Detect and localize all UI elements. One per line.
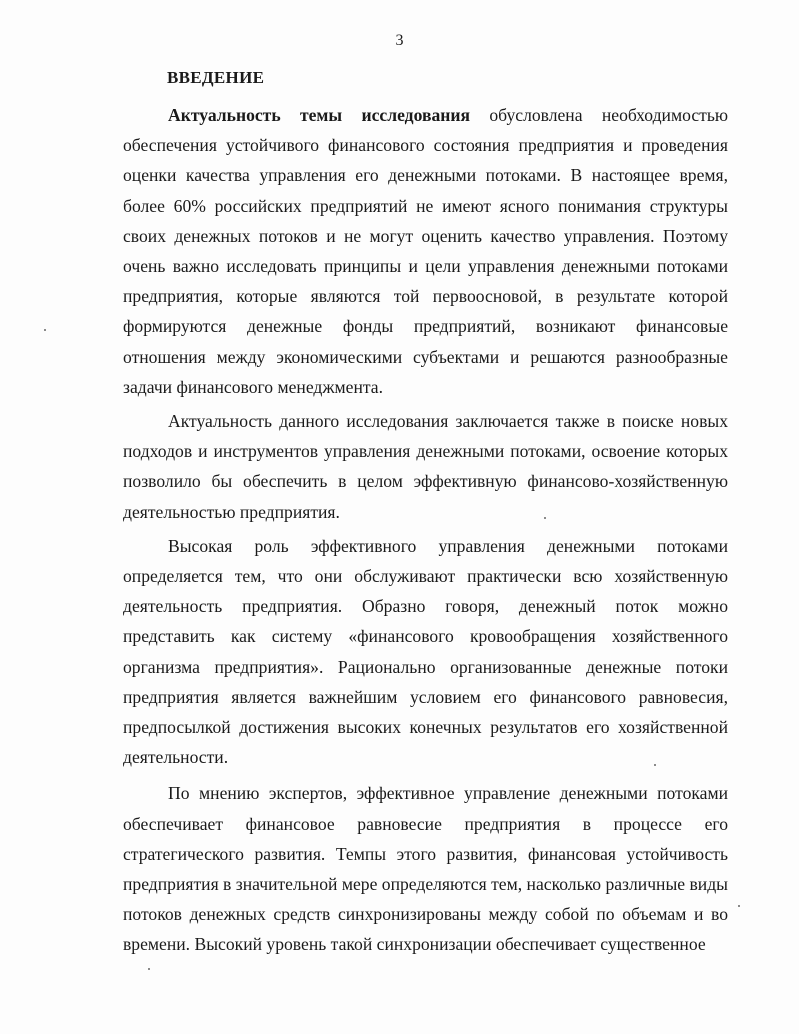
- paragraph-4: [123, 778, 728, 959]
- scan-speck: [738, 905, 740, 907]
- scan-speck: [654, 764, 656, 766]
- paragraph-1: [123, 100, 728, 402]
- paragraph-lead: Актуальность темы исследования: [168, 105, 471, 125]
- paragraph-text: Высокая роль эффективного управления денежными потоками определяется тем, что они обслуживают практически всю хозяйственную деятельность предприятия. Образно говоря, денежный поток можно представить как систему «финансового кровообращения хозяйственного организма предприятия». Рационально организованные денежные потоки предприятия является важнейшим условием его финансового равновесия, предпосылкой достижения высоких конечных результатов его хозяйственной деятельности.: [123, 535, 728, 768]
- paragraph-2: [123, 406, 728, 527]
- paragraph-text: По мнению экспертов, эффективное управление денежными потоками обеспечивает финансовое равновесие предприятия в процессе его стратегического развития. Темпы этого развития, финансовая устойчивость предприятия в значительной мере определяются тем, насколько различные виды потоков денежных средств синхронизированы между собой по объемам и во времени. Высокий уровень такой синхронизации обеспечивает существенное: [123, 783, 728, 955]
- page-number: 3: [395, 32, 404, 49]
- paragraph-text: Актуальность данного исследования заключается также в поиске новых подходов и инструментов управления денежными потоками, освоение которых позволило бы обеспечить в целом эффективную финансово-хозяйственную деятельностью предприятия.: [123, 411, 728, 522]
- body-text: [123, 100, 728, 960]
- scan-speck: [148, 968, 150, 970]
- paragraph-text: обусловлена необходимостью обеспечения устойчивого финансового состояния предприятия и проведения оценки качества управления его денежными потоками. В настоящее время, более 60% российских предприятий не имеют ясного понимания структуры своих денежных потоков и не могут оценить качество управления. Поэтому очень важно исследовать принципы и цели управления денежными потоками предприятия, которые являются той первоосновой, в результате которой формируются денежные фонды предприятий, возникают финансовые отношения между экономическими субъектами и решаются разнообразные задачи финансового менеджмента.: [123, 105, 728, 397]
- scan-speck: [544, 517, 546, 519]
- scan-speck: [44, 329, 46, 331]
- section-heading: ВВЕДЕНИЕ: [167, 68, 265, 87]
- paragraph-3: [123, 531, 728, 773]
